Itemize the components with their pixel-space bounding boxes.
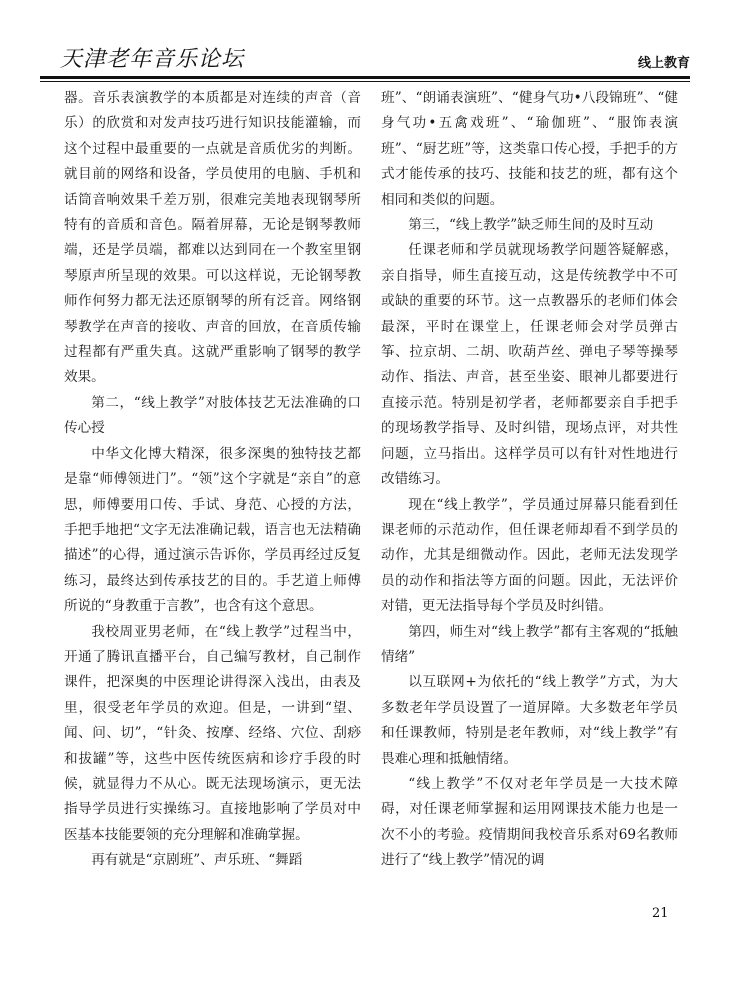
page-number: 21 [652, 906, 669, 921]
paragraph: 再有就是“京剧班”、声乐班、“舞蹈 [91, 852, 303, 869]
header-rule-thin [40, 81, 690, 82]
paragraph: 器。音乐表演教学的本质都是对连续的声音（音乐）的欣赏和对发声技巧进行知识技能灌输，而这个过程中最重要的一点就是音质优劣的判断。就目前的网络和设备，学员使用的电脑、手机和话筒音响效果千差万别，很难完美地表现钢琴所特有的音质和音色。隔着屏幕，无论是钢琴教师端，还是学员端，都难以达到同在一个教室里钢琴原声所呈现的效果。可以这样说，无论钢琴教师作何努力都无法还原钢琴的所有泛音。网络钢琴教学在声音的接收、声音的回放，在音质传输过程都有严重失真。这就严重影响了钢琴的教学效果。 [64, 90, 361, 386]
section-heading: 第二，“线上教学”对肢体技艺无法准确的口传心授 [64, 394, 361, 437]
paragraph: 我校周亚男老师，在“线上教学”过程当中，开通了腾讯直播平台，自己编写教材，自己制作课件，把深奥的中医理论讲得深入浅出，由表及里，很受老年学员的欢迎。但是，一讲到“望、闻、问、切”，“针灸、按摩、经络、穴位、刮痧和拔罐”等，这些中医传统医病和诊疗手段的时候，就显得力不从心。既无法现场演示，更无法指导学员进行实操练习。直接地影响了学员对中医基本技能要领的充分理解和准确掌握。 [64, 623, 361, 843]
paragraph: 以互联网+为依托的“线上教学”方式，为大多数老年学员设置了一道屏障。大多数老年学员和任课教师，特别是老年教师，对“线上教学”有畏难心理和抵触情绪。 [381, 674, 678, 767]
right-column [381, 86, 678, 874]
page-header [40, 40, 690, 74]
left-column [64, 86, 361, 874]
paragraph: 任课老师和学员就现场教学问题答疑解惑，亲自指导，师生直接互动，这是传统教学中不可或缺的重要的环节。这一点教器乐的老师们体会最深，平时在课堂上，任课老师会对学员弹古筝、拉京胡、二胡、吹葫芦丝、弹电子琴等操琴动作、指法、声音，甚至坐姿、眼神儿都要进行直接示范。特别是初学者，老师都要亲自手把手的现场教学指导、及时纠错，现场点评，对共性问题，立马指出。这样学员可以有针对性地进行改错练习。 [381, 242, 678, 488]
header-rule [40, 76, 690, 79]
section-heading: 第三，“线上教学”缺乏师生间的及时互动 [408, 217, 654, 234]
paragraph: “线上教学”不仅对老年学员是一大技术障碍，对任课老师掌握和运用网课技术能力也是一次不小的考验。疫情期间我校音乐系对69名教师进行了“线上教学”情况的调 [381, 775, 678, 869]
paragraph: 班”、“朗诵表演班”、“健身气功•八段锦班”、“健身气功•五禽戏班”、“瑜伽班”、“服饰表演班”、“厨艺班”等，这类靠口传心授，手把手的方式才能传承的技巧、技能和技艺的班，都有这个相同和类似的问题。 [381, 90, 678, 208]
journal-masthead: 天津老年音乐论坛 [60, 47, 245, 72]
section-heading: 第四，师生对“线上教学”都有主客观的“抵触情绪” [381, 623, 678, 665]
paragraph: 现在“线上教学”，学员通过屏幕只能看到任课老师的示范动作，但任课老师却看不到学员的动作，尤其是细微动作。因此，老师无法发现学员的动作和指法等方面的问题。因此，无法评价对错，更无法指导每个学员及时纠错。 [381, 496, 678, 615]
section-label: 线上教育 [637, 56, 690, 71]
paragraph: 中华文化博大精深，很多深奥的独特技艺都是靠“师傅领进门”。“领”这个字就是“亲自”的意思，师傅要用口传、手试、身范、心授的方法，手把手地把“文字无法准确记载，语言也无法精确描述”的心得，通过演示告诉你，学员再经过反复练习，最终达到传承技艺的目的。手艺道上师傅所说的“身教重于言教”，也含有这个意思。 [64, 445, 361, 615]
